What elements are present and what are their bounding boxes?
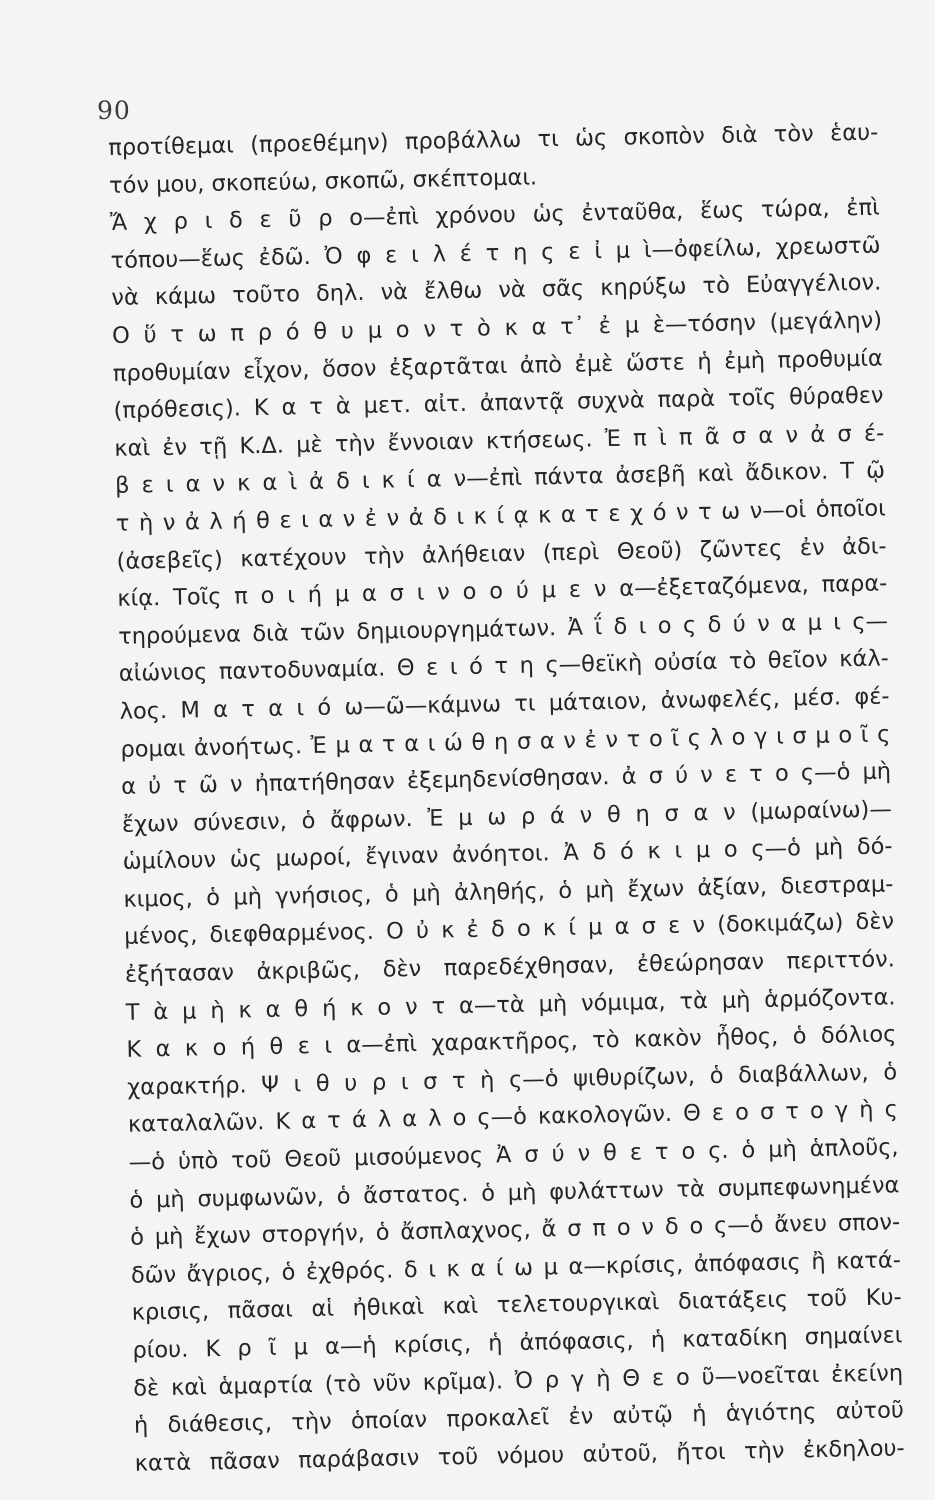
text-line: τηρούμενα διὰ τῶν δημιουργημάτων. Ἀ ΐ δ ι ο ς δ ύ ν α μ ι ς— — [117, 608, 889, 650]
text-line: λος. Μ α τ α ι ό ω—ῶ—κάμνω τι μάταιον, ἀνωφελές, μέσ. φέ- — [119, 683, 890, 725]
body-text — [108, 115, 905, 1484]
text-line: δῶν ἄγριος, ὁ ἐχθρός. δ ι κ α ί ω μ α—κρίσις, ἀπόφασις ἢ κατά- — [130, 1247, 902, 1289]
text-line: ρίου. Κ ρ ῖ μ α—ἡ κρίσις, ἡ ἀπόφασις, ἡ καταδίκη σημαίνει — [132, 1322, 903, 1364]
text-line: ἔχων σύνεσιν, ὁ ἄφρων. Ἐ μ ω ρ ά ν θ η σ α ν (μωραίνω)— — [121, 796, 893, 838]
text-line: κρισις, πᾶσαι αἱ ἠθικαὶ καὶ τελετουργικαὶ διατάξεις τοῦ Κυ- — [131, 1284, 902, 1327]
text-line: ρομαι ἀνοήτως. Ἐ μ α τ α ι ώ θ η σ α ν ἐ ν τ ο ῖ ς λ ο γ ι σ μ ο ῖ ς — [120, 720, 891, 763]
text-line: Κ α κ ο ή θ ε ι α—ἐπὶ χαρακτῆρος, τὸ κακὸν ἦθος, ὁ δόλιος — [126, 1021, 897, 1064]
text-line: Τ ὰ μ ὴ κ α θ ή κ ο ν τ α—τὰ μὴ νόμιμα, τὰ μὴ ἁρμόζοντα. — [125, 984, 896, 1026]
text-line: καὶ ἐν τῇ Κ.Δ. μὲ τὴν ἔννοιαν κτήσεως. Ἐ π ὶ π ᾶ σ α ν ἀ σ έ- — [114, 420, 885, 462]
page-number: 90 — [97, 96, 131, 125]
text-line: κιμος, ὁ μὴ γνήσιος, ὁ μὴ ἀληθής, ὁ μὴ ἔχων ἀξίαν, διεστραμ- — [123, 871, 894, 913]
text-line: νὰ κάμω τοῦτο δηλ. νὰ ἔλθω νὰ σᾶς κηρύξω τὸ Εὐαγγέλιον. — [111, 269, 882, 312]
text-line: (πρόθεσις). Κ α τ ὰ μετ. αἰτ. ἀπαντᾷ συχνὰ παρὰ τοῖς θύραθεν — [113, 382, 884, 425]
text-line: προτίθεμαι (προεθέμην) προβάλλω τι ὡς σκοπὸν διὰ τὸν ἑαυ- — [108, 119, 879, 161]
text-line: καταλαλῶν. Κ α τ ά λ α λ ο ς—ὁ κακολογῶν. Θ ε ο σ τ ο γ ὴ ς — [127, 1096, 899, 1139]
text-line: χαρακτήρ. Ψ ι θ υ ρ ι σ τ ὴ ς—ὁ ψιθυρίζων, ὁ διαβάλλων, ὁ — [126, 1059, 898, 1101]
text-line: ὁ μὴ ἔχων στοργήν, ὁ ἄσπλαχνος, ἄ σ π ο ν δ ο ς—ὁ ἄνευ σπον- — [129, 1209, 901, 1251]
text-line: Ἄ χ ρ ι δ ε ῦ ρ ο—ἐπὶ χρόνου ὡς ἐνταῦθα, ἕως τώρα, ἐπὶ — [109, 194, 880, 237]
text-line: ἡ διάθεσις, τὴν ὁποίαν προκαλεῖ ἐν αὐτῷ ἡ ἁγιότης αὐτοῦ — [133, 1397, 905, 1439]
text-line: —ὁ ὑπὸ τοῦ Θεοῦ μισούμενος Ἀ σ ύ ν θ ε τ ο ς. ὁ μὴ ἁπλοῦς, — [128, 1134, 899, 1176]
text-line: μένος, διεφθαρμένος. Ο ὐ κ ἐ δ ο κ ί μ α σ ε ν (δοκιμάζω) δὲν — [123, 908, 895, 951]
text-line: τόπου—ἕως ἐδῶ. Ὀ φ ε ι λ έ τ η ς ε ἰ μ ὶ—ὀφείλω, χρεωστῶ — [110, 232, 881, 274]
text-line: τ ὴ ν ἀ λ ή θ ε ι α ν ἐ ν ἀ δ ι κ ί ᾳ κ α τ ε χ ό ν τ ω ν—οἱ ὁποῖοι — [115, 495, 887, 537]
text-line: δὲ καὶ ἁμαρτία (τὸ νῦν κρῖμα). Ὀ ρ γ ὴ Θ ε ο ῦ—νοεῖται ἐκείνη — [132, 1359, 904, 1402]
text-line: ἐξήτασαν ἀκριβῶς, δὲν παρεδέχθησαν, ἐθεώρησαν περιττόν. — [124, 946, 896, 988]
text-line: ὡμίλουν ὡς μωροί, ἔγιναν ἀνόητοι. Ἀ δ ό κ ι μ ο ς—ὁ μὴ δό- — [122, 833, 893, 876]
text-line: (ἀσεβεῖς) κατέχουν τὴν ἀλήθειαν (περὶ Θεοῦ) ζῶντες ἐν ἀδι- — [116, 532, 887, 575]
text-line: α ὐ τ ῶ ν ἠπατήθησαν ἐξεμηδενίσθησαν. ἀ σ ύ ν ε τ ο ς—ὁ μὴ — [120, 758, 892, 800]
text-line: προθυμίαν εἶχον, ὅσον ἐξαρτᾶται ἀπὸ ἐμὲ ὥστε ἡ ἐμὴ προθυμία — [112, 345, 883, 387]
text-line: κίᾳ. Τοῖς π ο ι ή μ α σ ι ν ο ο ύ μ ε ν α—ἐξεταζόμενα, παρα- — [117, 570, 888, 613]
text-line: τόν μου, σκοπεύω, σκοπῶ, σκέπτομαι. — [108, 163, 538, 199]
text-line: β ε ι α ν κ α ὶ ἀ δ ι κ ί α ν—ἐπὶ πάντα ἀσεβῆ καὶ ἄδικον. Τ ῷ — [114, 457, 886, 500]
text-line: Ο ὕ τ ω π ρ ό θ υ μ ο ν τ ὸ κ α τ᾿ ἐ μ ὲ—τόσην (μεγάλην) — [111, 307, 883, 349]
text-line: ὁ μὴ συμφωνῶν, ὁ ἄστατος. ὁ μὴ φυλάττων τὰ συμπεφωνημένα — [129, 1171, 900, 1214]
text-line: αἰώνιος παντοδυναμία. Θ ε ι ό τ η ς—θεϊκὴ οὐσία τὸ θεῖον κάλ- — [118, 645, 890, 688]
text-line: κατὰ πᾶσαν παράβασιν τοῦ νόμου αὐτοῦ, ἤτοι τὴν ἐκδηλου- — [134, 1435, 905, 1477]
